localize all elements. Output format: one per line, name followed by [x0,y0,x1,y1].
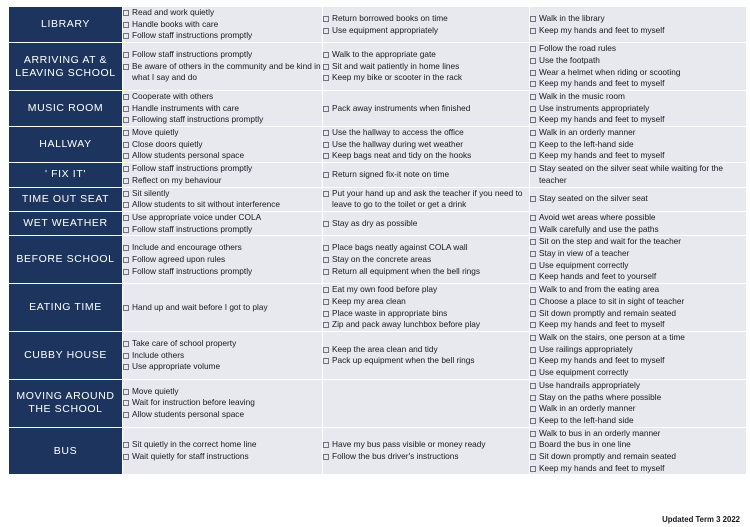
row-label-line: BUS [53,444,78,457]
expectation-cell [323,331,530,379]
expectation-list [530,43,746,89]
expectation-cell [323,7,530,43]
expectation-list [323,127,529,162]
list-item: Wait quietly for staff instructions [123,451,322,462]
list-item: Stay on the concrete areas [323,254,529,265]
expectation-list [530,91,746,126]
list-item: Keep my hands and feet to myself [530,355,746,366]
expectation-list [323,188,529,210]
list-item: Place waste in appropriate bins [323,308,529,319]
expectation-cell [530,379,747,427]
list-item: Return all equipment when the bell rings [323,266,529,277]
expectation-cell [530,127,747,163]
table-row [9,163,747,187]
list-item: Stay as dry as possible [323,218,529,229]
list-item: Stay on the paths where possible [530,392,746,403]
list-item: Keep to the left-hand side [530,415,746,426]
row-label-line: ' FIX IT' [45,168,86,181]
expectation-list [323,49,529,84]
expectation-list [530,193,746,204]
list-item: Have my bus pass visible or money ready [323,439,529,450]
row-label-cell [9,331,123,379]
table-row [9,331,747,379]
list-item: Pack away instruments when finished [323,103,529,114]
list-item: Stay seated on the silver seat [530,193,746,204]
list-item: Eat my own food before play [323,284,529,295]
matrix-body [9,7,747,475]
expectation-list [323,218,529,229]
list-item: Allow students personal space [123,150,322,161]
row-label-cell [9,187,123,211]
list-item: Sit on the step and wait for the teacher [530,236,746,247]
list-item: Use instruments appropriately [530,103,746,114]
expectation-list [323,242,529,277]
row-label-cell [9,379,123,427]
table-row [9,284,747,332]
expectation-cell [323,43,530,91]
list-item: Use the hallway to access the office [323,127,529,138]
expectation-list [323,13,529,36]
list-item: Keep my hands and feet to myself [530,25,746,36]
table-row [9,90,747,126]
expectation-list [123,338,322,373]
list-item: Use the footpath [530,55,746,66]
expectation-list [123,163,322,186]
list-item: Take care of school property [123,338,322,349]
expectation-list [530,163,746,185]
expectation-cell [530,236,747,284]
list-item: Reflect on my behaviour [123,175,322,186]
list-item: Keep my hands and feet to myself [530,463,746,474]
expectation-cell [530,211,747,235]
list-item: Walk in an orderly manner [530,403,746,414]
list-item: Sit silently [123,188,322,199]
row-label-line: BEFORE SCHOOL [16,253,115,266]
list-item: Return borrowed books on time [323,13,529,24]
expectation-cell [530,7,747,43]
expectation-cell [530,90,747,126]
expectation-list [530,236,746,282]
list-item: Keep my area clean [323,296,529,307]
expectation-cell [123,43,323,91]
list-item: Move quietly [123,127,322,138]
list-item: Wear a helmet when riding or scooting [530,67,746,78]
expectation-list [123,91,322,126]
expectation-list [530,332,746,378]
list-item: Keep my hands and feet to myself [530,114,746,125]
expectation-list [323,169,529,180]
expectation-list [530,212,746,235]
expectation-cell [123,211,323,235]
list-item: Follow staff instructions promptly [123,49,322,60]
list-item: Allow students to sit without interference [123,199,322,210]
row-label-cell [9,211,123,235]
table-row [9,236,747,284]
expectation-list [123,302,322,313]
list-item: Walk carefully and use the paths [530,224,746,235]
expectation-cell [123,379,323,427]
expectation-list [123,127,322,162]
list-item: Wait for instruction before leaving [123,397,322,408]
table-row [9,43,747,91]
table-row [9,211,747,235]
expectation-list [323,439,529,462]
row-label-cell [9,284,123,332]
expectation-cell [530,284,747,332]
list-item: Walk to and from the eating area [530,284,746,295]
table-row [9,427,747,475]
expectation-list [123,7,322,42]
list-item: Follow staff instructions promptly [123,266,322,277]
expectation-cell [123,331,323,379]
expectation-cell [323,187,530,211]
expectation-cell [530,43,747,91]
expectation-cell [123,427,323,475]
row-label-cell [9,163,123,187]
table-row [9,379,747,427]
list-item: Return signed fix-it note on time [323,169,529,180]
expectation-cell [123,284,323,332]
list-item: Hand up and wait before I got to play [123,302,322,313]
list-item: Walk to bus in an orderly manner [530,428,746,439]
list-item: Follow the bus driver's instructions [323,451,529,462]
list-item: Keep hands and feet to yourself [530,271,746,282]
list-item: Keep to the left-hand side [530,139,746,150]
expectation-cell [530,427,747,475]
list-item: Use handrails appropriately [530,380,746,391]
list-item: Choose a place to sit in sight of teacher [530,296,746,307]
expectation-cell [530,187,747,211]
expectation-cell [323,236,530,284]
list-item: Use equipment correctly [530,367,746,378]
list-item: Keep bags neat and tidy on the hooks [323,150,529,161]
list-item: Keep my hands and feet to myself [530,319,746,330]
list-item: Following staff instructions promptly [123,114,322,125]
row-label-line: EATING TIME [29,301,102,314]
list-item: Keep my bike or scooter in the rack [323,72,529,83]
expectation-cell [530,331,747,379]
row-label-line: THE SCHOOL [28,403,103,416]
row-label-cell [9,7,123,43]
row-label-cell [9,427,123,475]
list-item: Read and work quietly [123,7,322,18]
expectation-cell [123,236,323,284]
list-item: Follow staff instructions promptly [123,30,322,41]
expectation-cell [323,427,530,475]
row-label-line: CUBBY HOUSE [24,348,107,361]
list-item: Walk in the library [530,13,746,24]
table-row [9,187,747,211]
row-label-line: WET WEATHER [23,217,108,230]
table-row [9,7,747,43]
expectation-cell [530,163,747,187]
expectation-list [530,380,746,426]
list-item: Close doors quietly [123,139,322,150]
list-item: Walk on the stairs, one person at a time [530,332,746,343]
behaviour-matrix-table [8,6,747,475]
expectation-cell [123,7,323,43]
list-item: Pack up equipment when the bell rings [323,355,529,366]
list-item: Sit down promptly and remain seated [530,308,746,319]
list-item: Handle books with care [123,19,322,30]
row-label-line: MUSIC ROOM [27,101,104,114]
expectation-list [530,428,746,474]
expectation-cell [323,211,530,235]
expectation-list [323,344,529,367]
expectation-cell [123,163,323,187]
expectation-cell [323,284,530,332]
row-label-line: LEAVING SCHOOL [15,66,116,79]
list-item: Walk in an orderly manner [530,127,746,138]
expectation-list [123,188,322,211]
list-item: Use appropriate volume [123,361,322,372]
expectation-cell [323,379,530,427]
expectation-list [530,127,746,162]
expectation-cell [123,90,323,126]
row-label-cell [9,43,123,91]
list-item: Board the bus in one line [530,439,746,450]
list-item: Keep my hands and feet to myself [530,150,746,161]
table-row [9,127,747,163]
expectation-list [123,439,322,462]
row-label-cell [9,90,123,126]
list-item: Avoid wet areas where possible [530,212,746,223]
list-item: Walk to the appropriate gate [323,49,529,60]
list-item: Allow students personal space [123,409,322,420]
row-label-cell [9,127,123,163]
list-item: Use railings appropriately [530,344,746,355]
expectation-cell [123,187,323,211]
list-item: Keep my hands and feet to myself [530,78,746,89]
list-item: Follow the road rules [530,43,746,54]
list-item: Sit and wait patiently in home lines [323,61,529,72]
expectation-cell [123,127,323,163]
list-item: Move quietly [123,386,322,397]
list-item: Use appropriate voice under COLA [123,212,322,223]
expectation-list [530,284,746,330]
expectation-cell [323,90,530,126]
row-label-line: MOVING AROUND [16,390,115,403]
list-item: Handle instruments with care [123,103,322,114]
list-item: Include and encourage others [123,242,322,253]
list-item: Follow staff instructions promptly [123,224,322,235]
list-item: Zip and pack away lunchbox before play [323,319,529,330]
list-item: Stay seated on the silver seat while waiting for the teacher [530,163,746,185]
list-item: Sit quietly in the correct home line [123,439,322,450]
list-item: Be aware of others in the community and be kind in what I say and do [123,61,322,83]
expectation-list [123,212,322,235]
expectation-cell [323,163,530,187]
list-item: Put your hand up and ask the teacher if you need to leave to go to the toilet or get a drink [323,188,529,210]
row-label-line: ARRIVING AT & [23,53,108,66]
list-item: Place bags neatly against COLA wall [323,242,529,253]
footer-updated-text: Updated Term 3 2022 [662,515,740,524]
expectation-list [323,284,529,330]
list-item: Use equipment appropriately [323,25,529,36]
expectation-list [123,242,322,277]
row-label-line: HALLWAY [39,138,92,151]
list-item: Follow agreed upon rules [123,254,322,265]
list-item: Use the hallway during wet weather [323,139,529,150]
row-label-line: TIME OUT SEAT [21,192,110,205]
list-item: Cooperate with others [123,91,322,102]
expectation-list [123,386,322,421]
expectation-list [123,49,322,83]
list-item: Include others [123,350,322,361]
list-item: Stay in view of a teacher [530,248,746,259]
expectation-list [323,103,529,114]
list-item: Walk in the music room [530,91,746,102]
list-item: Use equipment correctly [530,260,746,271]
row-label-cell [9,236,123,284]
list-item: Follow staff instructions promptly [123,163,322,174]
expectation-list [530,13,746,36]
expectation-cell [323,127,530,163]
list-item: Sit down promptly and remain seated [530,451,746,462]
row-label-line: LIBRARY [41,18,90,31]
list-item: Keep the area clean and tidy [323,344,529,355]
